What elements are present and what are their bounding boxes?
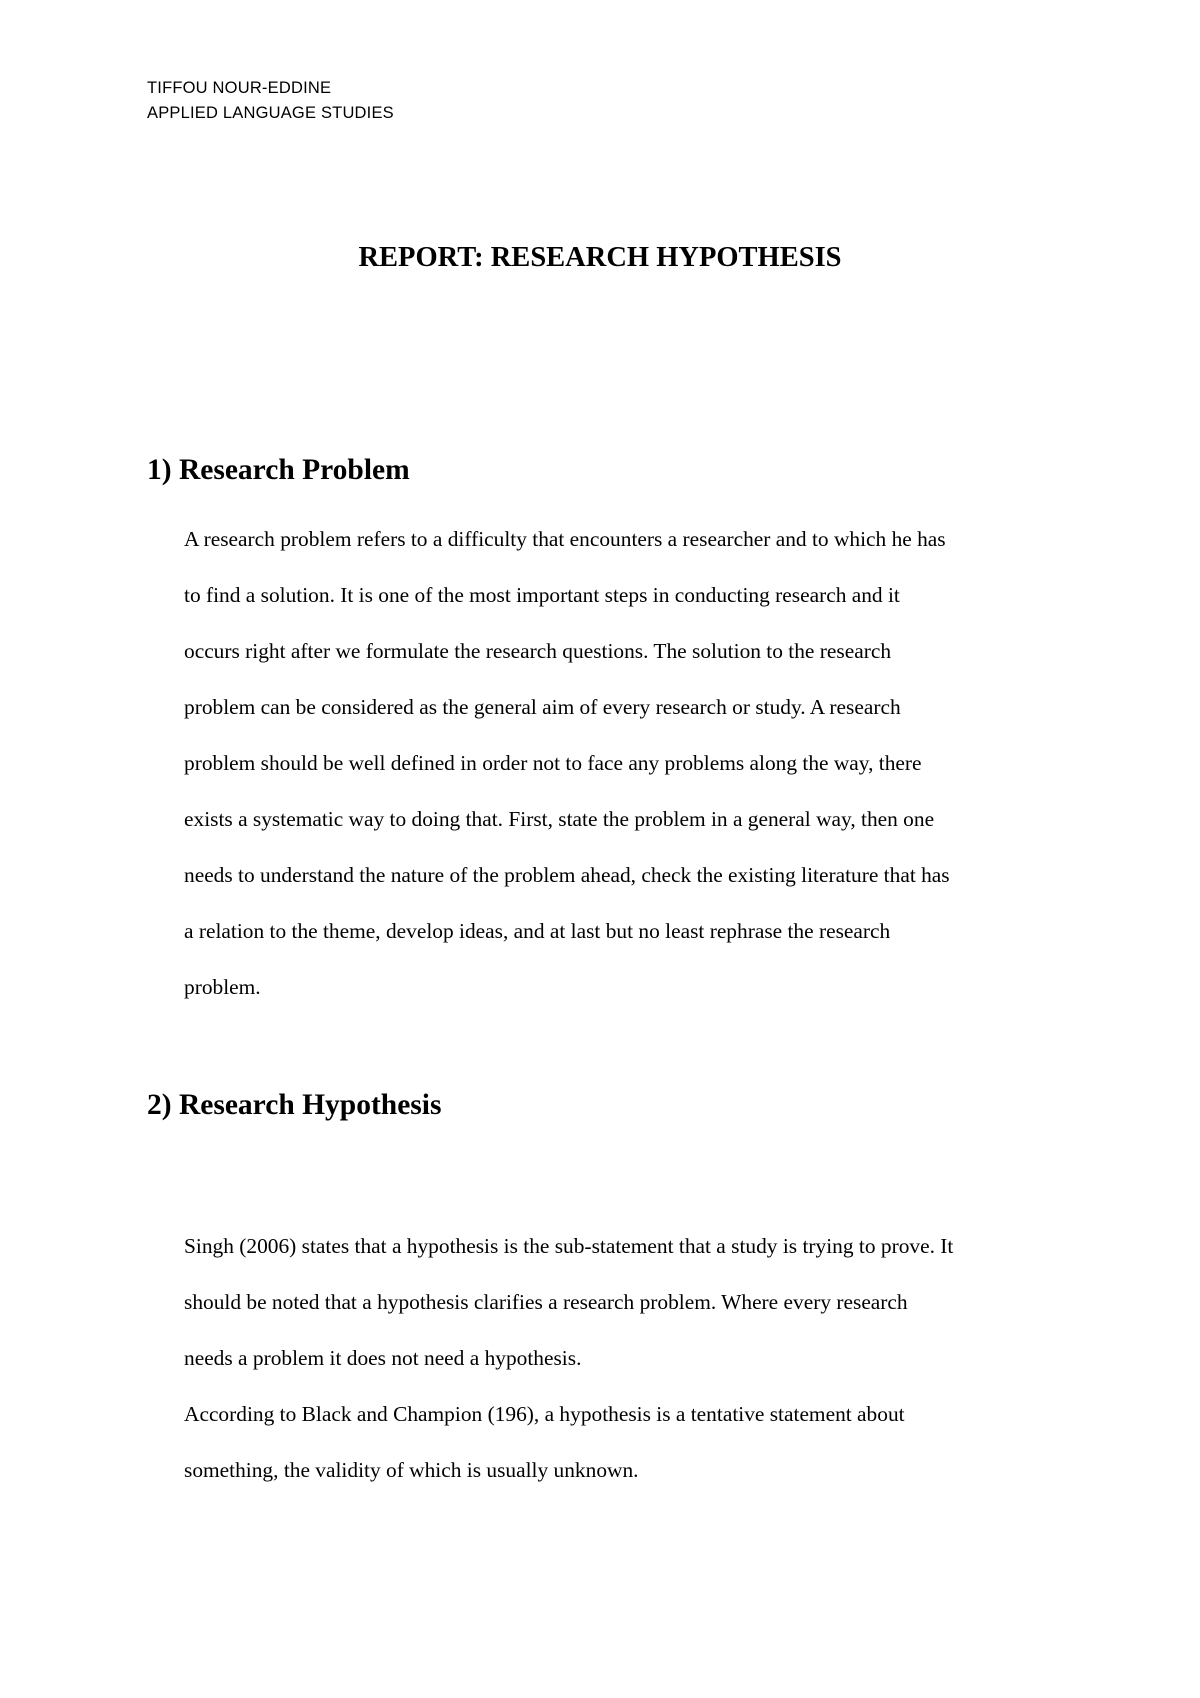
paragraph-line: exists a systematic way to doing that. First, state the problem in a general way, then one: [184, 807, 935, 831]
research-hypothesis-paragraph: [184, 1218, 1084, 1498]
author-name: TIFFOU NOUR-EDDINE: [147, 79, 332, 97]
section-heading-research-problem: 1) Research Problem: [147, 454, 410, 486]
paragraph-line: something, the validity of which is usually unknown.: [184, 1458, 639, 1482]
department-name: APPLIED LANGUAGE STUDIES: [147, 104, 394, 122]
page-header: [147, 76, 394, 126]
paragraph-line: A research problem refers to a difficulty that encounters a researcher and to which he has: [184, 527, 946, 551]
section-heading-research-hypothesis: 2) Research Hypothesis: [147, 1089, 442, 1121]
paragraph-line: needs to understand the nature of the problem ahead, check the existing literature that has: [184, 863, 950, 887]
paragraph-line: Singh (2006) states that a hypothesis is the sub-statement that a study is trying to prove. It: [184, 1234, 954, 1258]
paragraph-line: to find a solution. It is one of the most important steps in conducting research and it: [184, 583, 900, 607]
paragraph-line: a relation to the theme, develop ideas, and at last but no least rephrase the research: [184, 919, 891, 943]
paragraph-line: needs a problem it does not need a hypothesis.: [184, 1346, 582, 1370]
paragraph-line: problem.: [184, 975, 261, 999]
paragraph-line: occurs right after we formulate the research questions. The solution to the research: [184, 639, 892, 663]
paragraph-line: problem should be well defined in order not to face any problems along the way, there: [184, 751, 922, 775]
paragraph-line: should be noted that a hypothesis clarifies a research problem. Where every research: [184, 1290, 908, 1314]
research-problem-paragraph: [184, 511, 1084, 1015]
paragraph-line: According to Black and Champion (196), a hypothesis is a tentative statement about: [184, 1402, 905, 1426]
paragraph-line: problem can be considered as the general aim of every research or study. A research: [184, 695, 901, 719]
report-title: REPORT: RESEARCH HYPOTHESIS: [358, 242, 842, 273]
